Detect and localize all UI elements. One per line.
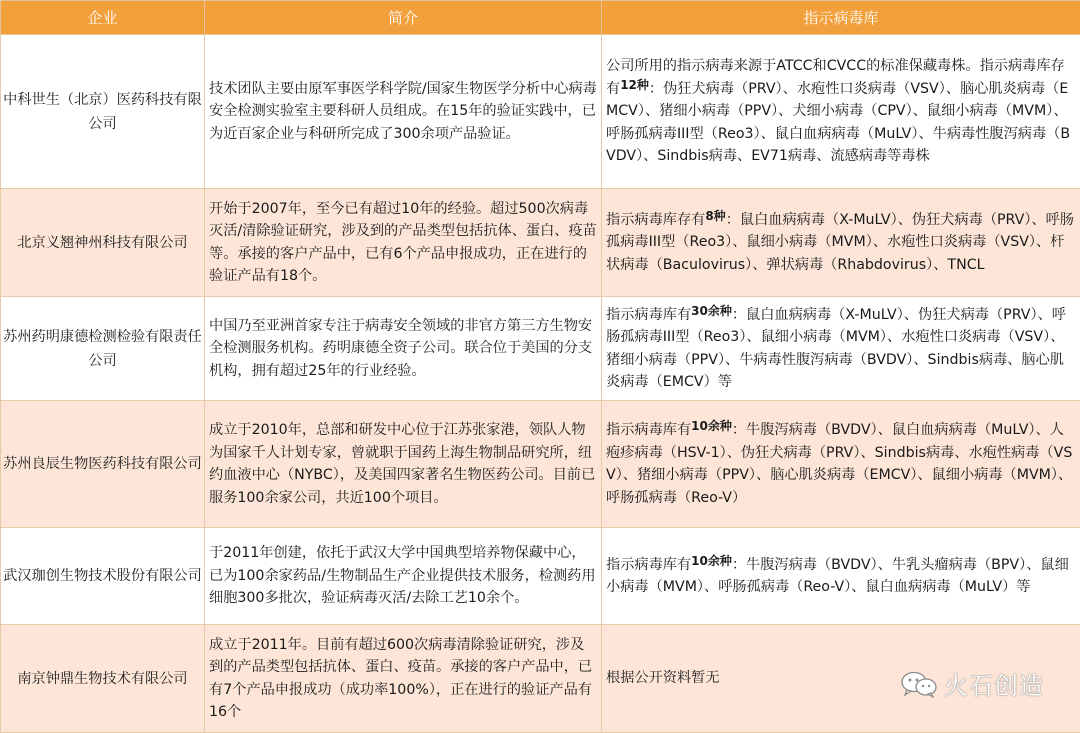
virus-library-prefix: 公司所用的指示病毒来源于ATCC和CVCC的标准保藏毒株。指示病毒库存有 <box>606 58 1065 97</box>
table-header-row <box>1 1 1080 35</box>
virus-library <box>602 297 1080 401</box>
virus-library-list: ：鼠白血病病毒（X-MuLV）、伪狂犬病毒（PRV）、呼肠孤病毒III型（Reo3）、鼠细小病毒（MVM）、水疱性口炎病毒（VSV）、猪细小病毒（PPV）、牛病毒性腹泻病毒（BVDV）、Sindbis病毒、脑心肌炎病毒（EMCV）等 <box>606 307 1066 391</box>
company-intro: 中国乃至亚洲首家专注于病毒安全领域的非官方第三方生物安全检测服务机构。药明康德全资子公司。联合位于美国的分支机构，拥有超过25年的行业经验。 <box>205 297 602 401</box>
virus-library <box>602 35 1080 189</box>
virus-library-list: ：鼠白血病病毒（X-MuLV）、伪狂犬病毒（PRV）、呼肠孤病毒III型（Reo3）、鼠细小病毒（MVM）、水疱性口炎病毒（VSV）、杆状病毒（Baculovirus）、弹状病毒（Rhabdovirus）、TNCL <box>606 212 1074 273</box>
company-intro: 成立于2010年，总部和研发中心位于江苏张家港，领队人物为国家千人计划专家，曾就职于国药上海生物制品研究所，纽约血液中心（NYBC），及美国四家著名生物医药公司。目前已服务100余家公司，共近100个项目。 <box>205 401 602 528</box>
virus-library <box>602 528 1080 625</box>
table-row <box>1 297 1080 401</box>
company-intro: 开始于2007年，至今已有超过10年的经验。超过500次病毒灭活/清除验证研究，涉及到的产品类型包括抗体、蛋白、疫苗等。承接的客户产品中，已有6个产品申报成功，正在进行的验证产品有18个。 <box>205 189 602 297</box>
virus-library-prefix: 指示病毒库有 <box>606 422 691 438</box>
company-name: 苏州良辰生物医药科技有限公司 <box>1 401 205 528</box>
virus-library-prefix: 指示病毒库有 <box>606 557 691 573</box>
company-name: 北京义翘神州科技有限公司 <box>1 189 205 297</box>
table-row <box>1 401 1080 528</box>
virus-library <box>602 189 1080 297</box>
virus-library-prefix: 指示病毒库有 <box>606 307 691 323</box>
watermark <box>900 666 1044 701</box>
virus-library-list: ：牛腹泻病毒（BVDV）、牛乳头瘤病毒（BPV）、鼠细小病毒（MVM）、呼肠孤病毒（Reo-V）、鼠白血病病毒（MuLV）等 <box>606 557 1069 596</box>
header-company: 企业 <box>1 1 205 35</box>
virus-library-count: 12种 <box>620 78 649 92</box>
company-name: 苏州药明康德检测检验有限责任公司 <box>1 297 205 401</box>
virus-library-count: 30余种 <box>691 304 732 318</box>
company-name: 南京钟鼎生物技术有限公司 <box>1 625 205 733</box>
watermark-text: 火石创造 <box>944 666 1044 701</box>
table-row <box>1 528 1080 625</box>
table-row <box>1 189 1080 297</box>
company-name: 中科世生（北京）医药科技有限公司 <box>1 35 205 189</box>
virus-library-prefix: 指示病毒库存有 <box>606 212 705 228</box>
company-intro: 于2011年创建，依托于武汉大学中国典型培养物保藏中心，已为100余家药品/生物制品生产企业提供技术服务，检测药用细胞300多批次，验证病毒灭活/去除工艺10余个。 <box>205 528 602 625</box>
wechat-icon <box>900 670 938 698</box>
virus-library-count: 10余种 <box>691 554 732 568</box>
header-intro: 简介 <box>205 1 602 35</box>
virus-library-list: ：牛腹泻病毒（BVDV）、鼠白血病病毒（MuLV）、人疱疹病毒（HSV-1）、伪狂犬病毒（PRV）、Sindbis病毒、水疱性病毒（VSV）、猪细小病毒（PPV）、脑心肌炎病毒（EMCV）、鼠细小病毒（MVM）、呼肠孤病毒（Reo-V） <box>606 422 1072 506</box>
header-virus-library: 指示病毒库 <box>602 1 1080 35</box>
virus-library-prefix: 根据公开资料暂无 <box>606 670 720 686</box>
company-intro: 成立于2011年。目前有超过600次病毒清除验证研究，涉及到的产品类型包括抗体、蛋白、疫苗。承接的客户产品中，已有7个产品申报成功（成功率100%），正在进行的验证产品有16个 <box>205 625 602 733</box>
table-row <box>1 35 1080 189</box>
company-name: 武汉珈创生物技术股份有限公司 <box>1 528 205 625</box>
virus-library-list: ：伪狂犬病毒（PRV）、水疱性口炎病毒（VSV）、脑心肌炎病毒（EMCV）、猪细小病毒（PPV）、犬细小病毒（CPV）、鼠细小病毒（MVM）、呼肠孤病毒III型（Reo3）、鼠白血病病毒（MuLV）、牛病毒性腹泻病毒（BVDV）、Sindbis病毒、EV71病毒、流感病毒等毒株 <box>606 81 1070 165</box>
company-intro: 技术团队主要由原军事医学科学院/国家生物医学分析中心病毒安全检测实验室主要科研人员组成。在15年的验证实践中，已为近百家企业与科研所完成了300余项产品验证。 <box>205 35 602 189</box>
virus-library-count: 10余种 <box>691 419 732 433</box>
virus-library <box>602 401 1080 528</box>
virus-library-count: 8种 <box>705 209 725 223</box>
